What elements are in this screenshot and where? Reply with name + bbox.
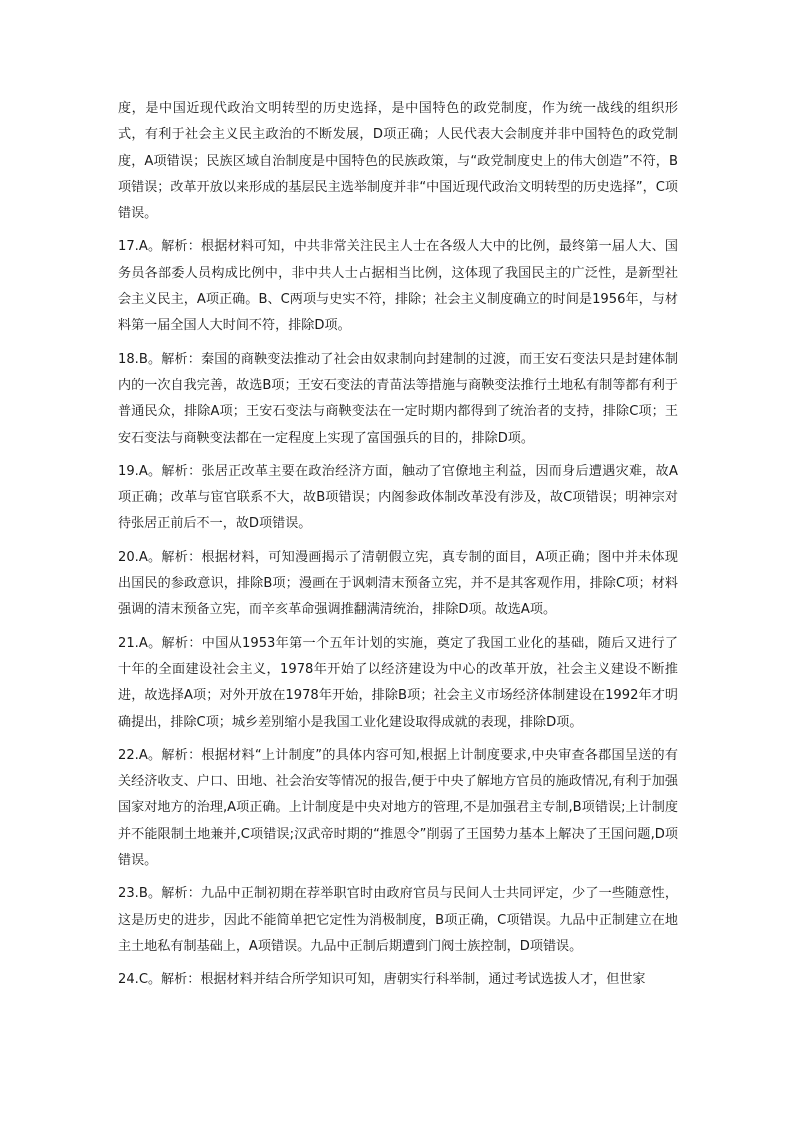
answer-paragraph-24: 24.C。解析：根据材料并结合所学知识可知，唐朝实行科举制，通过考试选拔人才，但世家 bbox=[118, 972, 646, 988]
answer-paragraph-17: 17.A。解析：根据材料可知，中共非常关注民主人士在各级人大中的比例，最终第一届人大、国务员各部委人员构成比例中，非中共人士占据相当比例，这体现了我国民主的广泛性，是新型社会主义民主，A项正确。B、C两项与史实不符，排除；社会主义制度确立的时间是1956年，与材料第一届全国人大时间不符，排除D项。 bbox=[118, 239, 678, 334]
answer-paragraph-18: 18.B。解析：秦国的商鞅变法推动了社会由奴隶制向封建制的过渡，而王安石变法只是封建体制内的一次自我完善，故选B项；王安石变法的青苗法等措施与商鞅变法推行土地私有制等都有利于普通民众，排除A项；王安石变法与商鞅变法在一定时期内都得到了统治者的支持，排除C项；王安石变法与商鞅变法都在一定程度上实现了富国强兵的目的，排除D项。 bbox=[118, 351, 678, 446]
answer-paragraph-continuation: 度，是中国近现代政治文明转型的历史选择，是中国特色的政党制度，作为统一战线的组织形式，有利于社会主义民主政治的不断发展，D项正确；人民代表大会制度并非中国特色的政党制度，A项错误；民族区域自治制度是中国特色的民族政策，与“政党制度史上的伟大创造”不符，B项错误；改革开放以来形成的基层民主选举制度并非“中国近现代政治文明转型的历史选择”，C项错误。 bbox=[118, 101, 678, 222]
answer-paragraph-23: 23.B。解析：九品中正制初期在荐举职官时由政府官员与民间人士共同评定，少了一些随意性，这是历史的进步，因此不能简单把它定性为消极制度，B项正确，C项错误。九品中正制建立在地主土地私有制基础上，A项错误。九品中正制后期遭到门阀士族控制，D项错误。 bbox=[118, 886, 678, 954]
answer-paragraph-20: 20.A。解析：根据材料，可知漫画揭示了清朝假立宪，真专制的面目，A项正确；图中并未体现出国民的参政意识，排除B项；漫画在于讽刺清末预备立宪，并不是其客观作用，排除C项；材料强调的清末预备立宪，而辛亥革命强调推翻满清统治，排除D项。故选A项。 bbox=[118, 549, 678, 618]
document-body bbox=[118, 96, 678, 1001]
answer-paragraph-19: 19.A。解析：张居正改革主要在政治经济方面，触动了官僚地主利益，因而身后遭遇灾难，故A项正确；改革与宦官联系不大，故B项错误；内阁参政体制改革没有涉及，故C项错误；明神宗对待张居正前后不一，故D项错误。 bbox=[118, 463, 678, 532]
answer-paragraph-21: 21.A。解析：中国从1953年第一个五年计划的实施，奠定了我国工业化的基础，随后又进行了十年的全面建设社会主义，1978年开始了以经济建设为中心的改革开放，社会主义建设不断推进，故选择A项；对外开放在1978年开始，排除B项；社会主义市场经济体制建设在1992年才明确提出，排除C项；城乡差别缩小是我国工业化建设取得成就的表现，排除D项。 bbox=[118, 635, 678, 730]
answer-paragraph-22: 22.A。解析：根据材料“上计制度”的具体内容可知,根据上计制度要求,中央审查各郡国呈送的有关经济收支、户口、田地、社会治安等情况的报告,便于中央了解地方官员的施政情况,有利于加强国家对地方的治理,A项正确。上计制度是中央对地方的管理,不是加强君主专制,B项错误;上计制度并不能限制土地兼并,C项错误;汉武帝时期的“推恩令”削弱了王国势力基本上解决了王国问题,D项错误。 bbox=[118, 747, 678, 869]
